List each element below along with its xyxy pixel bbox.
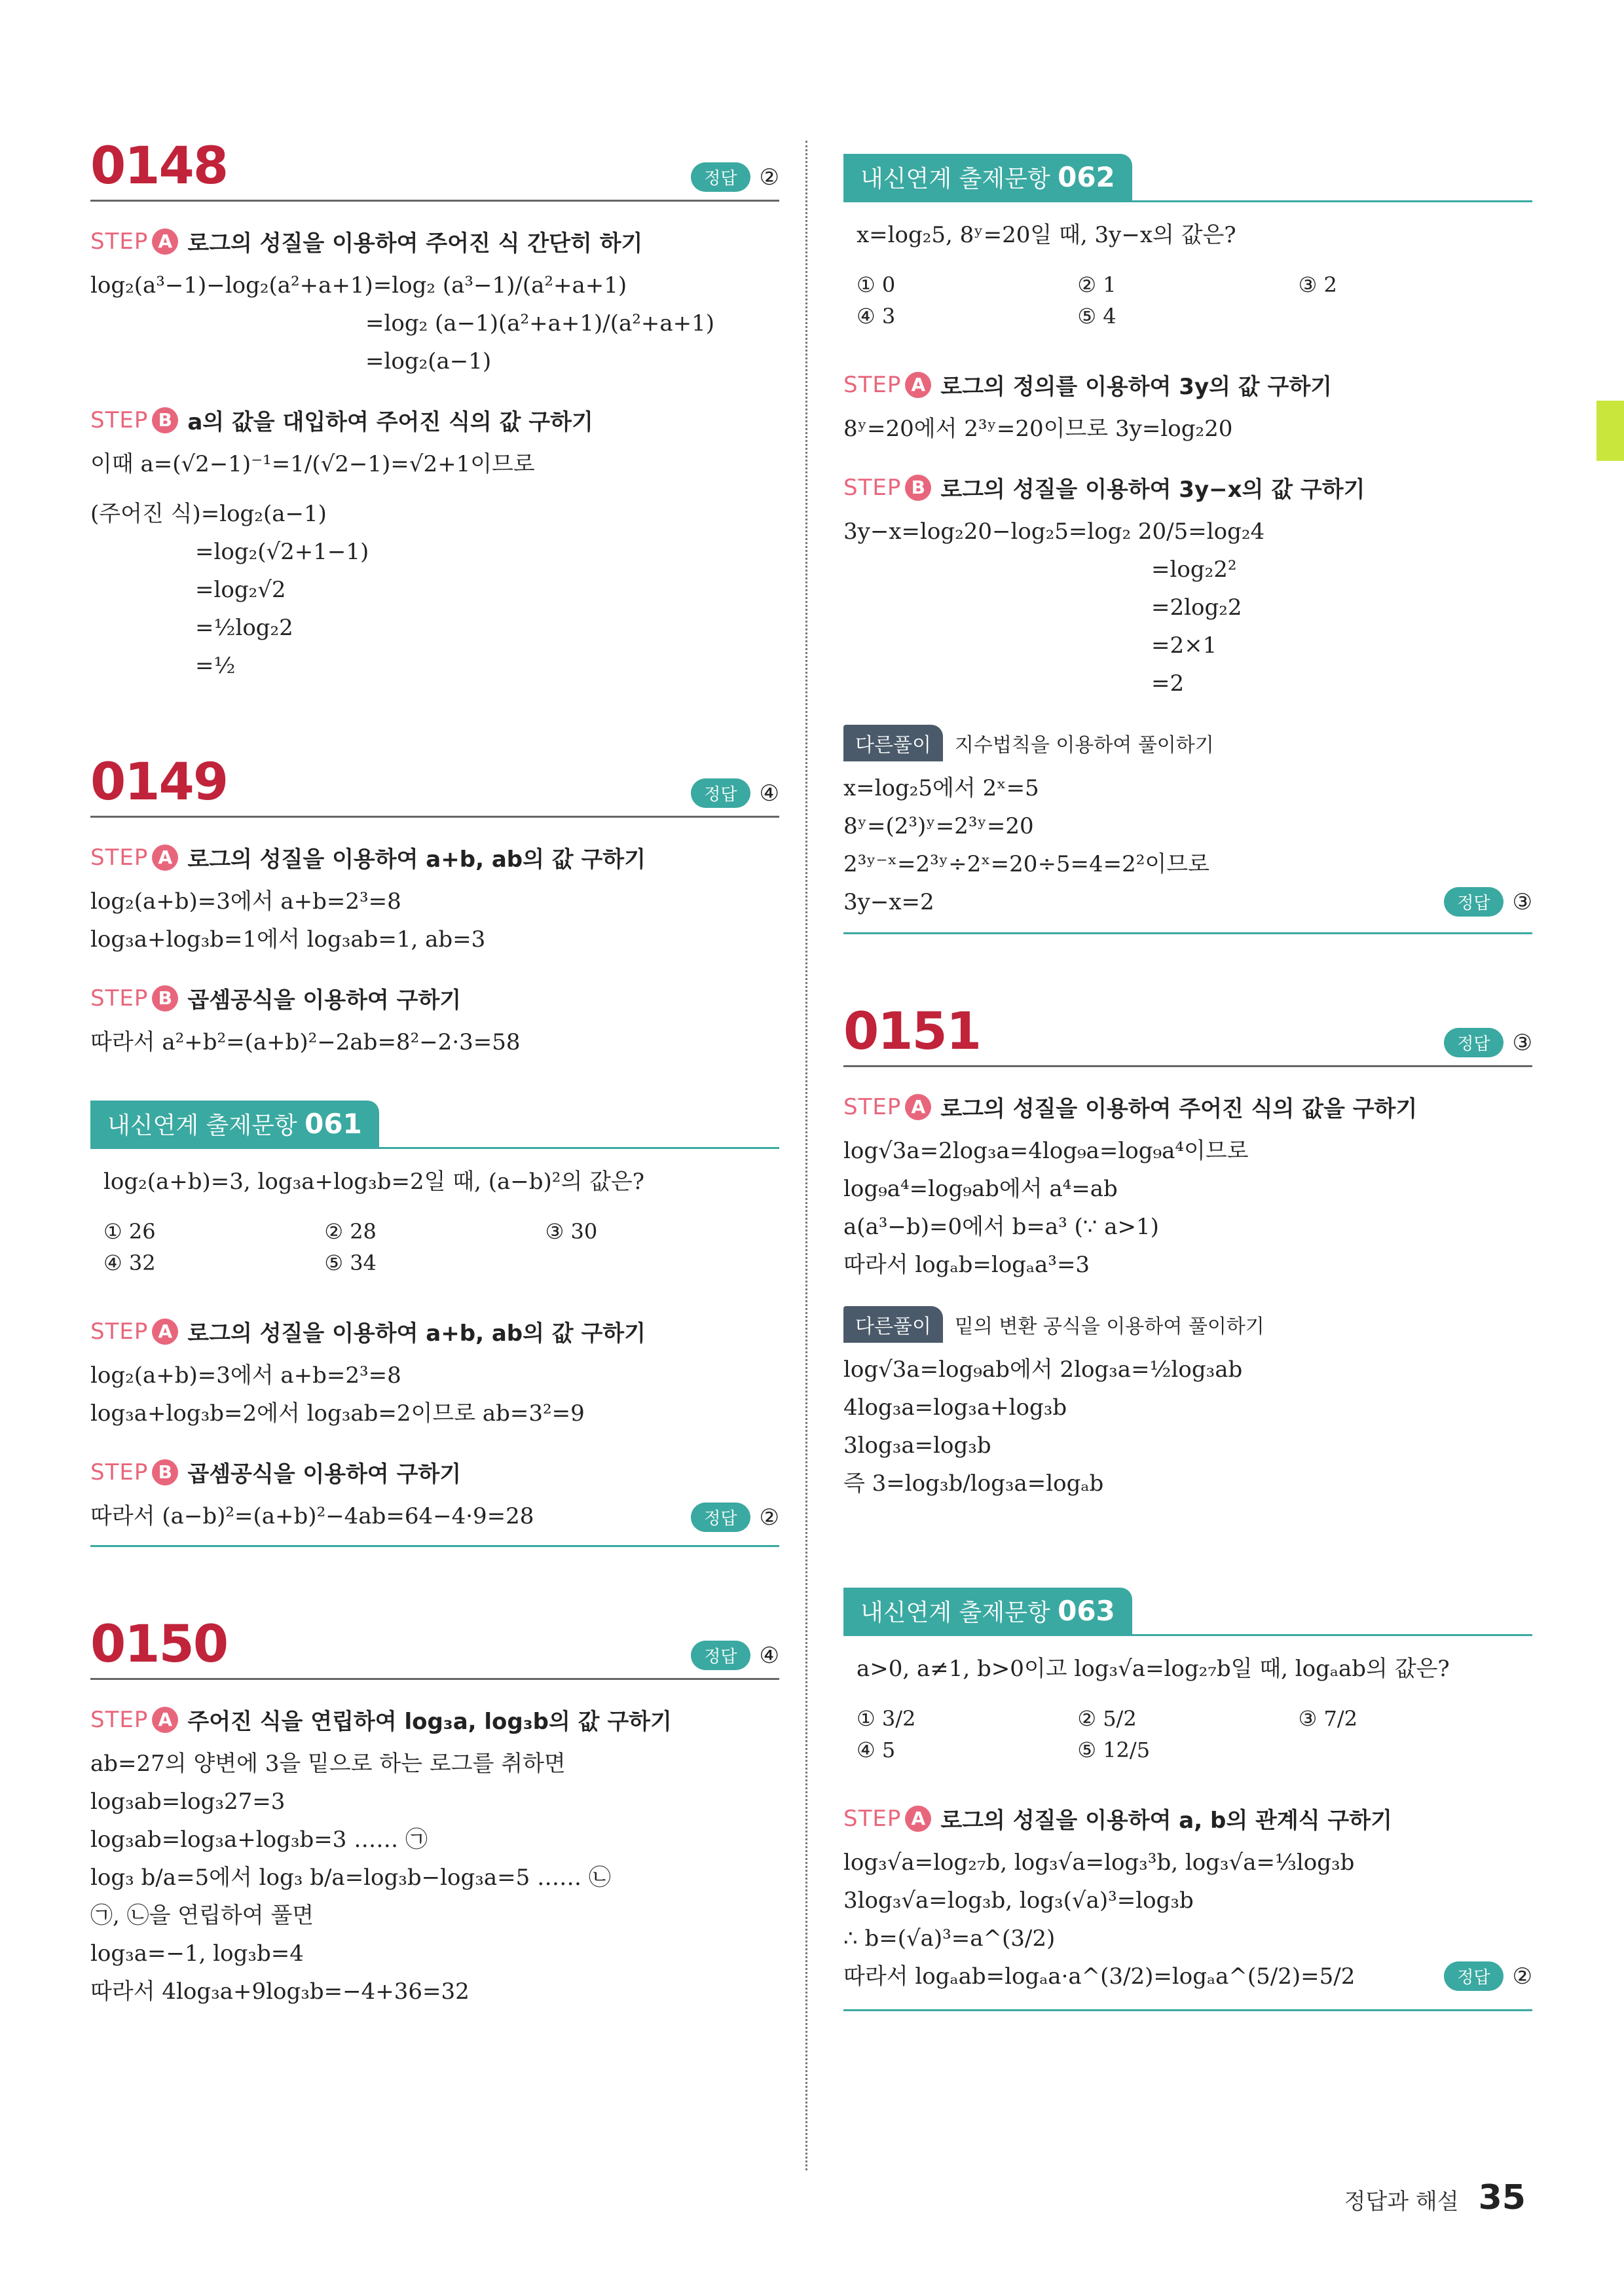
solution-line: =log₂(√2+1−1) [195,539,369,565]
step-title: a의 값을 대입하여 주어진 식의 값 구하기 [187,409,593,435]
step-letter: A [152,845,178,871]
naesin-061-header [90,1101,779,1149]
solution-line: 2³ʸ⁻ˣ=2³ʸ÷2ˣ=20÷5=4=2²이므로 [843,851,1209,877]
solution-line: (주어진 식)=log₂(a−1) [90,501,327,527]
naesin-label-box [843,154,1132,200]
step-a [90,841,779,873]
step-title: 로그의 성질을 이용하여 a, b의 관계식 구하기 [940,1808,1392,1834]
answer-value: ② [759,164,779,191]
answer-box [691,1641,779,1670]
step-title: 로그의 정의를 이용하여 3y의 값 구하기 [940,374,1333,400]
step-tag: STEP [90,1318,149,1345]
solution-line: 3log₃√a=log₃b, log₃(√a)³=log₃b [843,1887,1194,1914]
section-rule [90,1545,779,1547]
step-title: 로그의 성질을 이용하여 a+b, ab의 값 구하기 [187,847,646,873]
solution-line: log₃ab=log₃a+log₃b=3 …… ㉠ [90,1827,428,1853]
solution-line: log√3a=2log₃a=4log₉a=log₉a⁴이므로 [843,1138,1249,1164]
choice: ③ 7/2 [1298,1706,1358,1731]
solution-line: 따라서 logₐab=logₐa·a^(3/2)=logₐa^(5/2)=5/2 [843,1963,1356,1990]
solution-line: ∴ b=(√a)³=a^(3/2) [843,1925,1056,1952]
solution-line: log√3a=log₉ab에서 2log₃a=½log₃ab [843,1357,1243,1383]
step-title: 로그의 성질을 이용하여 3y−x의 값 구하기 [940,477,1365,503]
solution-line: 따라서 4log₃a+9log₃b=−4+36=32 [90,1978,470,2005]
step-letter: A [905,1094,931,1120]
problem-number: 0148 [90,137,228,196]
solution-line: =½log₂2 [195,615,293,641]
question-text: x=log₂5, 8ʸ=20일 때, 3y−x의 값은? [857,222,1236,248]
choices [103,1216,766,1279]
step-b [90,1456,779,1488]
problem-0151-header [843,1002,1532,1067]
naesin-063-header [843,1588,1532,1636]
step-tag: STEP [843,1805,902,1832]
step-tag: STEP [90,407,149,433]
choices [857,1703,1519,1766]
step-a [843,1091,1532,1123]
page-footer [1344,2178,1526,2217]
naesin-number: 061 [304,1108,362,1140]
answer-value: ② [1512,1963,1532,1990]
step-a [843,1802,1532,1834]
choices [857,269,1519,332]
step-tag: STEP [90,844,149,871]
answer-badge: 정답 [691,1641,750,1670]
step-tag: STEP [90,228,149,255]
answer-badge: 정답 [1444,1028,1503,1057]
choice: ④ 32 [103,1250,156,1275]
answer-badge: 정답 [1444,887,1503,917]
step-a [90,1704,779,1736]
solution-line: 따라서 logₐb=logₐa³=3 [843,1252,1090,1278]
problem-0150-header [90,1615,779,1680]
column-divider [805,141,807,2170]
page-number: 35 [1478,2178,1526,2217]
problem-0148-header [90,137,779,202]
step-a [90,1315,779,1347]
problem-0149-header [90,753,779,818]
left-column [90,137,779,2011]
alt-title: 밑의 변환 공식을 이용하여 풀이하기 [954,1315,1264,1338]
choice: ② 1 [1077,272,1116,297]
step-tag: STEP [843,474,902,501]
alt-tag: 다른풀이 [843,1306,943,1343]
solution-line: log₃ab=log₃27=3 [90,1789,286,1815]
solution-line: log₃√a=log₂₇b, log₃√a=log₃³b, log₃√a=⅓log₃b [843,1850,1355,1876]
solution-line: 따라서 a²+b²=(a+b)²−2ab=8²−2·3=58 [90,1029,521,1055]
step-b [90,982,779,1014]
question-text: a>0, a≠1, b>0이고 log₃√a=log₂₇b일 때, logₐab의 값은? [857,1656,1450,1682]
step-tag: STEP [90,1459,149,1485]
naesin-label-box [90,1101,379,1147]
answer-badge: 정답 [691,1503,750,1532]
step-b [843,471,1532,503]
step-letter: A [152,1319,178,1345]
step-title: 로그의 성질을 이용하여 주어진 식의 값을 구하기 [940,1096,1418,1122]
step-letter: B [152,1459,178,1485]
solution-line: log₉a⁴=log₉ab에서 a⁴=ab [843,1176,1118,1202]
solution-line: 즉 3=log₃b/log₃a=logₐb [843,1470,1104,1497]
naesin-label: 내신연계 출제문항 [107,1112,297,1139]
solution-line: log₃ b/a=5에서 log₃ b/a=log₃b−log₃a=5 …… ㉡ [90,1865,611,1891]
step-tag: STEP [843,1093,902,1120]
answer-box [1444,1028,1532,1057]
solution-line: x=log₂5에서 2ˣ=5 [843,775,1039,801]
solution-line: log₂(a+b)=3에서 a+b=2³=8 [90,1362,401,1389]
solution-line: log₃a+log₃b=2에서 log₃ab=2이므로 ab=3²=9 [90,1400,585,1427]
problem-number: 0151 [843,1002,981,1061]
choice: ③ 30 [545,1219,598,1244]
answer-value: ② [759,1504,779,1531]
step-letter: B [905,475,931,501]
step-letter: B [152,985,178,1011]
step-title: 로그의 성질을 이용하여 주어진 식 간단히 하기 [187,230,643,257]
solution-line: log₃a=−1, log₃b=4 [90,1941,304,1967]
solution-line: 이때 a=(√2−1)⁻¹=1/(√2−1)=√2+1이므로 [90,451,535,477]
solution-line: =2×1 [1151,632,1217,659]
chapter-tab [1596,401,1624,461]
solution-block [90,266,779,380]
step-tag: STEP [90,985,149,1011]
answer-box [691,162,779,192]
answer-badge: 정답 [1444,1961,1503,1991]
solution-line: log₃a+log₃b=1에서 log₃ab=1, ab=3 [90,926,486,953]
step-title: 곱셈공식을 이용하여 구하기 [187,987,462,1013]
solution-line: 4log₃a=log₃a+log₃b [843,1394,1067,1421]
answer-value: ④ [759,1642,779,1669]
choice: ① 0 [857,272,896,297]
section-rule [843,932,1532,934]
solution-line: ab=27의 양변에 3을 밑으로 하는 로그를 취하면 [90,1751,566,1777]
step-title: 곱셈공식을 이용하여 구하기 [187,1461,462,1487]
answer-box [843,887,1532,917]
answer-value: ③ [1512,888,1532,915]
alt-title: 지수법칙을 이용하여 풀이하기 [954,734,1214,757]
naesin-label: 내신연계 출제문항 [860,1599,1050,1626]
problem-number: 0149 [90,753,228,812]
step-letter: A [152,228,178,255]
choice: ② 28 [324,1219,377,1244]
choice: ③ 2 [1298,272,1337,297]
choice: ① 26 [103,1219,156,1244]
step-title: 주어진 식을 연립하여 log₃a, log₃b의 값 구하기 [187,1709,672,1735]
step-title: 로그의 성질을 이용하여 a+b, ab의 값 구하기 [187,1321,646,1347]
answer-badge: 정답 [691,778,750,808]
step-a [843,369,1532,401]
problem-number: 0150 [90,1615,228,1674]
solution-line: 따라서 (a−b)²=(a+b)²−4ab=64−4·9=28 [90,1503,534,1529]
solution-line: log₂(a³−1)−log₂(a²+a+1)=log₂ (a³−1)/(a²+a+1) [90,272,627,299]
choice: ④ 5 [857,1738,896,1762]
answer-box [691,778,779,808]
choice: ② 5/2 [1077,1706,1137,1731]
step-letter: A [152,1707,178,1733]
step-a [90,225,779,257]
solution-block [90,445,779,685]
naesin-062-header [843,154,1532,202]
solution-line: 3y−x=log₂20−log₂5=log₂ 20/5=log₂4 [843,519,1265,545]
naesin-number: 062 [1058,161,1115,193]
right-column [843,141,1532,2011]
alt-solution-header [843,1306,1532,1343]
solution-line: 8ʸ=20에서 2³ʸ=20이므로 3y=log₂20 [843,416,1233,442]
solution-line: a(a³−b)=0에서 b=a³ (∵ a>1) [843,1214,1159,1240]
solution-line: =2 [1151,670,1185,697]
step-letter: A [905,1806,931,1832]
choice: ⑤ 4 [1077,304,1116,329]
step-tag: STEP [90,1706,149,1733]
solution-line: ㉠, ㉡을 연립하여 풀면 [90,1903,314,1929]
choice: ⑤ 34 [324,1250,377,1275]
solution-line: 3y−x=2 [843,889,934,915]
choice: ④ 3 [857,304,896,329]
naesin-number: 063 [1058,1595,1115,1627]
solution-line: =log₂ (a−1)(a²+a+1)/(a²+a+1) [365,310,715,337]
footer-label: 정답과 해설 [1344,2189,1459,2215]
solution-line: =½ [195,653,236,679]
alt-solution-header [843,725,1532,761]
choice: ① 3/2 [857,1706,916,1731]
step-b [90,404,779,436]
question-text: log₂(a+b)=3, log₃a+log₃b=2일 때, (a−b)²의 값은? [103,1169,645,1195]
solution-line: 8ʸ=(2³)ʸ=2³ʸ=20 [843,813,1034,839]
step-letter: A [905,372,931,398]
answer-value: ④ [759,780,779,807]
alt-tag: 다른풀이 [843,725,943,761]
solution-line: =2log₂2 [1151,594,1242,621]
solution-line: log₂(a+b)=3에서 a+b=2³=8 [90,888,401,915]
choice: ⑤ 12/5 [1077,1738,1151,1762]
solution-line: 3log₃a=log₃b [843,1432,991,1459]
naesin-label: 내신연계 출제문항 [860,166,1050,192]
step-tag: STEP [843,371,902,398]
solution-line: =log₂2² [1151,556,1237,583]
answer-badge: 정답 [691,162,750,192]
naesin-label-box [843,1588,1132,1634]
solution-line: =log₂√2 [195,577,286,603]
answer-value: ③ [1512,1029,1532,1056]
section-rule [843,2009,1532,2011]
step-letter: B [152,407,178,433]
solution-line: =log₂(a−1) [365,348,492,374]
